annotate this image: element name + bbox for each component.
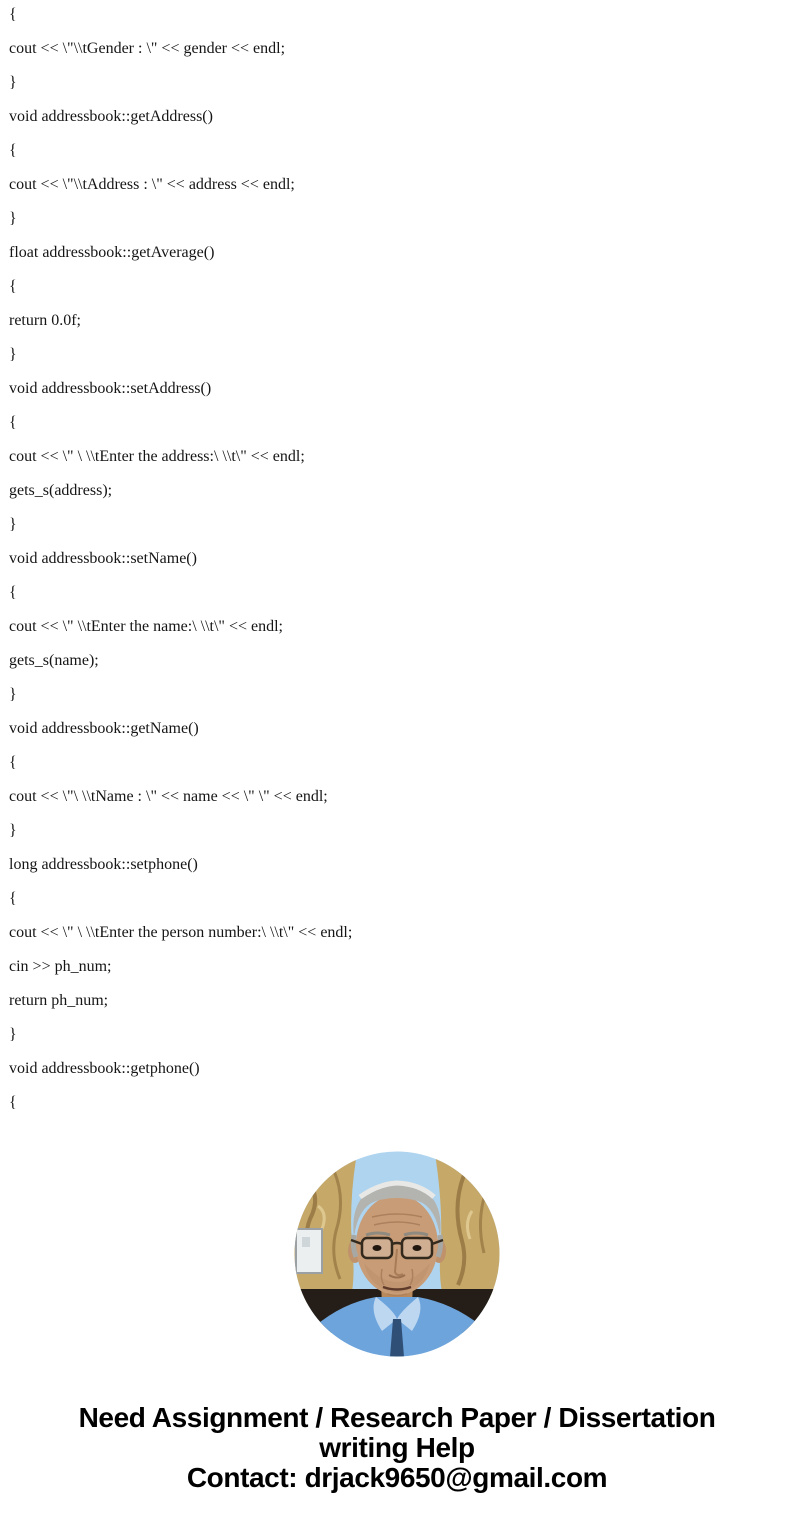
code-line: {	[9, 754, 17, 771]
footer-banner	[0, 1403, 794, 1493]
code-line: }	[9, 74, 17, 91]
footer-line-3: Contact: drjack9650@gmail.com	[186, 1462, 608, 1493]
code-line: void addressbook::setName()	[9, 550, 197, 567]
code-line: void addressbook::getName()	[9, 720, 199, 737]
code-line: {	[9, 6, 17, 23]
code-line: }	[9, 346, 17, 363]
code-line: return ph_num;	[9, 992, 109, 1009]
code-line: cout << \" \\tEnter the name:\ \\t\" << endl;	[9, 618, 283, 635]
code-line: {	[9, 1094, 17, 1111]
code-line: cout << \" \ \\tEnter the address:\ \\t\" << endl;	[9, 448, 305, 465]
code-line: float addressbook::getAverage()	[9, 244, 215, 261]
footer-line-2: writing Help	[319, 1432, 475, 1463]
code-line: gets_s(address);	[9, 482, 113, 499]
code-line: }	[9, 210, 17, 227]
code-line: void addressbook::getAddress()	[9, 108, 213, 125]
code-line: {	[9, 142, 17, 159]
code-line: long addressbook::setphone()	[9, 856, 198, 873]
code-listing	[9, 0, 794, 1120]
code-line: return 0.0f;	[9, 312, 81, 329]
code-line: void addressbook::getphone()	[9, 1060, 200, 1077]
code-line: }	[9, 516, 17, 533]
portrait-photo-icon	[294, 1151, 500, 1357]
code-line: cout << \"\ \\tName : \" << name << \" \" << endl;	[9, 788, 328, 805]
code-line: cout << \"\\tAddress : \" << address << endl;	[9, 176, 295, 193]
instructor-avatar	[294, 1151, 500, 1357]
code-line: {	[9, 278, 17, 295]
code-line: }	[9, 822, 17, 839]
code-line: cout << \" \ \\tEnter the person number:\ \\t\" << endl;	[9, 924, 353, 941]
code-line: cout << \"\\tGender : \" << gender << endl;	[9, 40, 286, 57]
code-line: }	[9, 686, 17, 703]
code-line: {	[9, 890, 17, 907]
code-line: {	[9, 414, 17, 431]
code-line: gets_s(name);	[9, 652, 99, 669]
code-line: void addressbook::setAddress()	[9, 380, 212, 397]
code-line: cin >> ph_num;	[9, 958, 112, 975]
footer-line-1: Need Assignment / Research Paper / Dissertation	[78, 1402, 716, 1433]
code-line: {	[9, 584, 17, 601]
code-line: }	[9, 1026, 17, 1043]
